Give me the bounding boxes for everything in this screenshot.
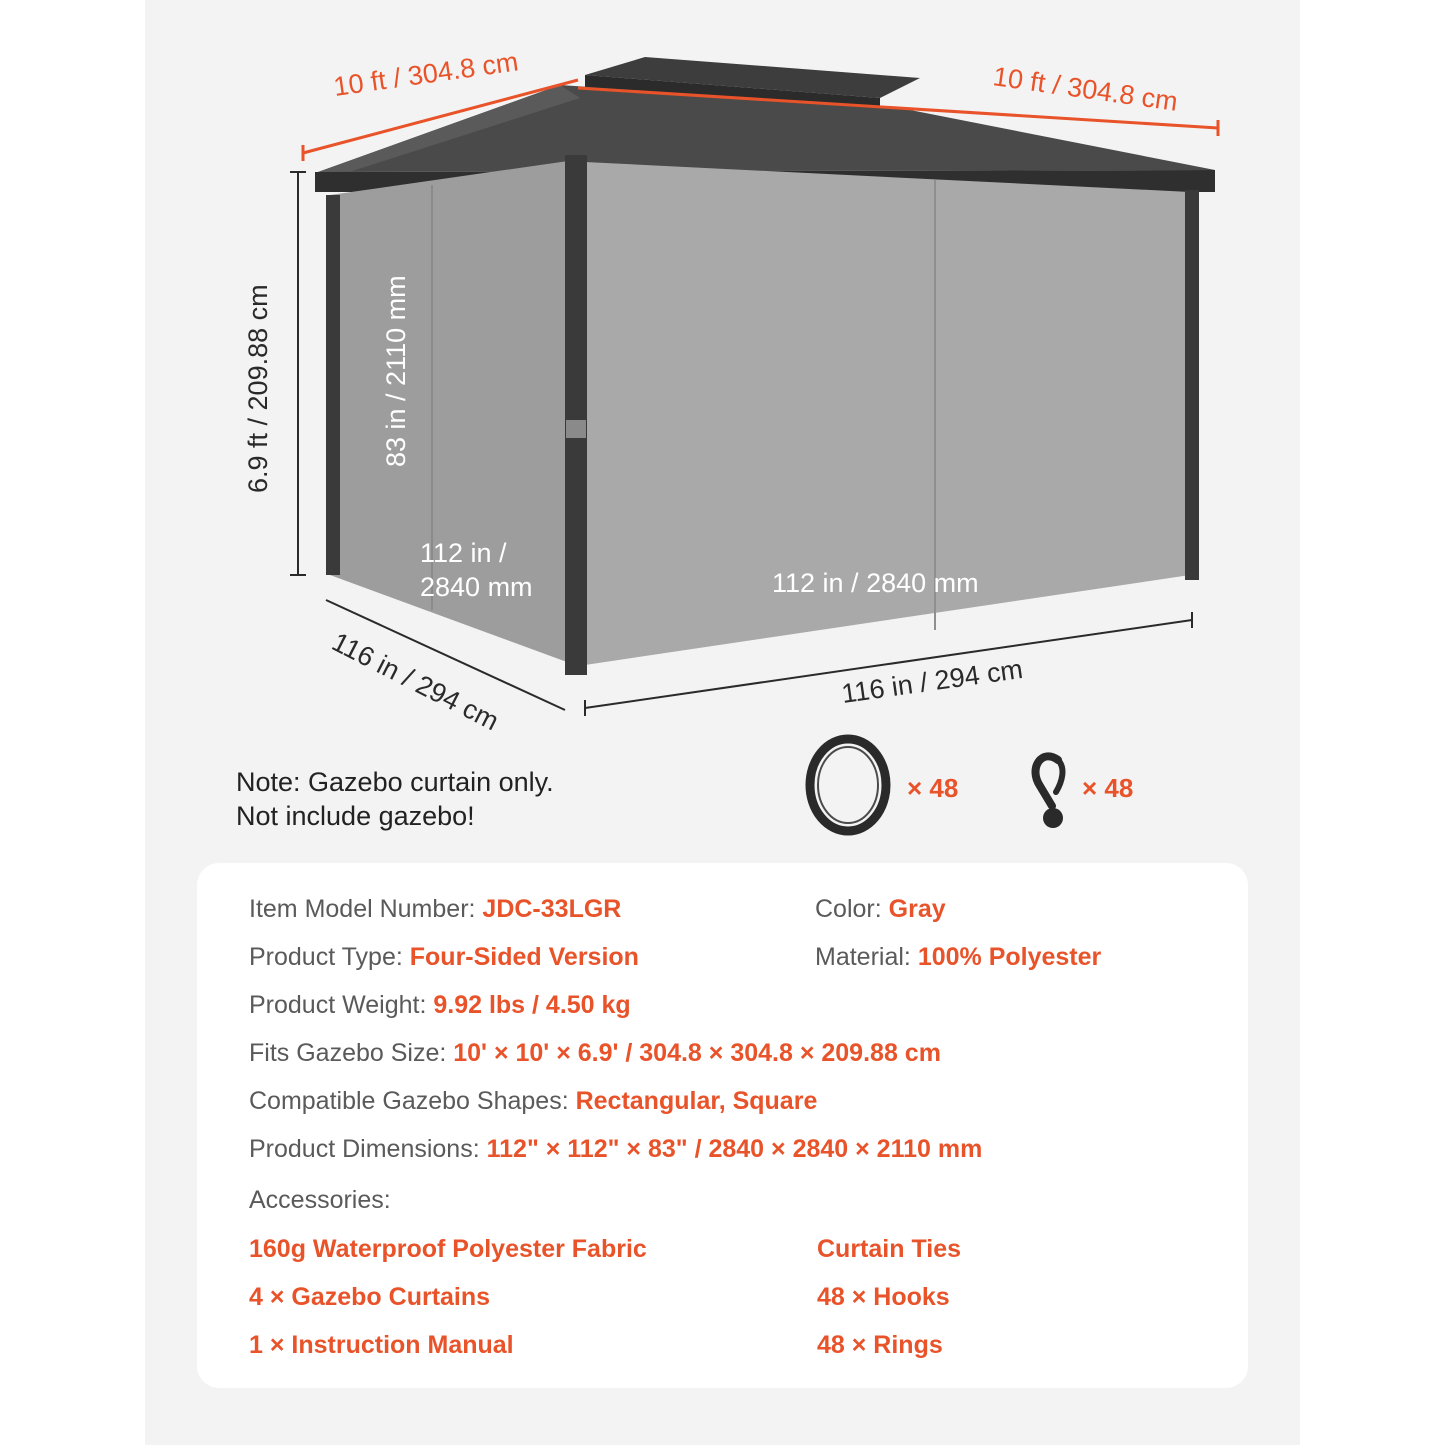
spec-material <box>815 943 1101 972</box>
spec-dimensions-label: Product Dimensions: <box>249 1135 487 1163</box>
spec-color <box>815 895 946 924</box>
spec-model-value: JDC-33LGR <box>482 895 622 923</box>
note <box>236 765 554 833</box>
spec-material-label: Material: <box>815 943 918 971</box>
dim-side-width-1: 112 in / <box>420 538 507 568</box>
spec-dimensions-value: 112" × 112" × 83" / 2840 × 2840 × 2110 mm <box>486 1135 983 1163</box>
accessory-item: 160g Waterproof Polyester Fabric <box>249 1235 647 1263</box>
dim-top-left: 10 ft / 304.8 cm <box>331 46 521 102</box>
accessory-item: 48 × Rings <box>817 1331 943 1359</box>
spec-color-value: Gray <box>888 895 946 923</box>
ring-icon <box>810 739 886 831</box>
hook-icon <box>1035 756 1063 828</box>
spec-type-value: Four-Sided Version <box>409 943 639 971</box>
note-line-2: Not include gazebo! <box>236 801 475 831</box>
spec-type <box>249 943 639 972</box>
accessories-heading: Accessories: <box>249 1186 391 1214</box>
note-line-1: Note: Gazebo curtain only. <box>236 767 554 797</box>
spec-model <box>249 895 621 924</box>
spec-shapes <box>249 1087 817 1116</box>
dim-side-width-2: 2840 mm <box>420 572 533 602</box>
spec-type-label: Product Type: <box>249 943 410 971</box>
spec-fits-value: 10' × 10' × 6.9' / 304.8 × 304.8 × 209.88 cm <box>453 1039 941 1067</box>
spec-shapes-label: Compatible Gazebo Shapes: <box>249 1087 576 1115</box>
accessory-item: 1 × Instruction Manual <box>249 1331 514 1359</box>
accessory-item: Curtain Ties <box>817 1235 962 1263</box>
spec-fits <box>249 1039 941 1068</box>
spec-weight-value: 9.92 lbs / 4.50 kg <box>433 991 631 1019</box>
spec-shapes-value: Rectangular, Square <box>575 1087 818 1115</box>
spec-material-value: 100% Polyester <box>917 943 1102 971</box>
dim-curtain-height: 83 in / 2110 mm <box>381 275 411 467</box>
spec-weight <box>249 991 631 1020</box>
hook-count: × 48 <box>1082 773 1134 803</box>
spec-card <box>197 863 1248 1388</box>
dim-front-width: 112 in / 2840 mm <box>772 568 979 598</box>
spec-color-label: Color: <box>815 895 889 923</box>
spec-fits-label: Fits Gazebo Size: <box>249 1039 454 1067</box>
ring-count: × 48 <box>907 773 959 803</box>
spec-weight-label: Product Weight: <box>249 991 434 1019</box>
dim-gazebo-height: 6.9 ft / 209.88 cm <box>243 284 273 493</box>
accessory-item: 48 × Hooks <box>817 1283 950 1311</box>
dim-top-right: 10 ft / 304.8 cm <box>991 61 1180 117</box>
dim-base-left: 116 in / 294 cm <box>327 626 504 737</box>
accessory-item: 4 × Gazebo Curtains <box>249 1283 491 1311</box>
spec-model-label: Item Model Number: <box>249 895 483 923</box>
dim-base-front: 116 in / 294 cm <box>839 653 1025 709</box>
spec-dimensions <box>249 1135 982 1164</box>
